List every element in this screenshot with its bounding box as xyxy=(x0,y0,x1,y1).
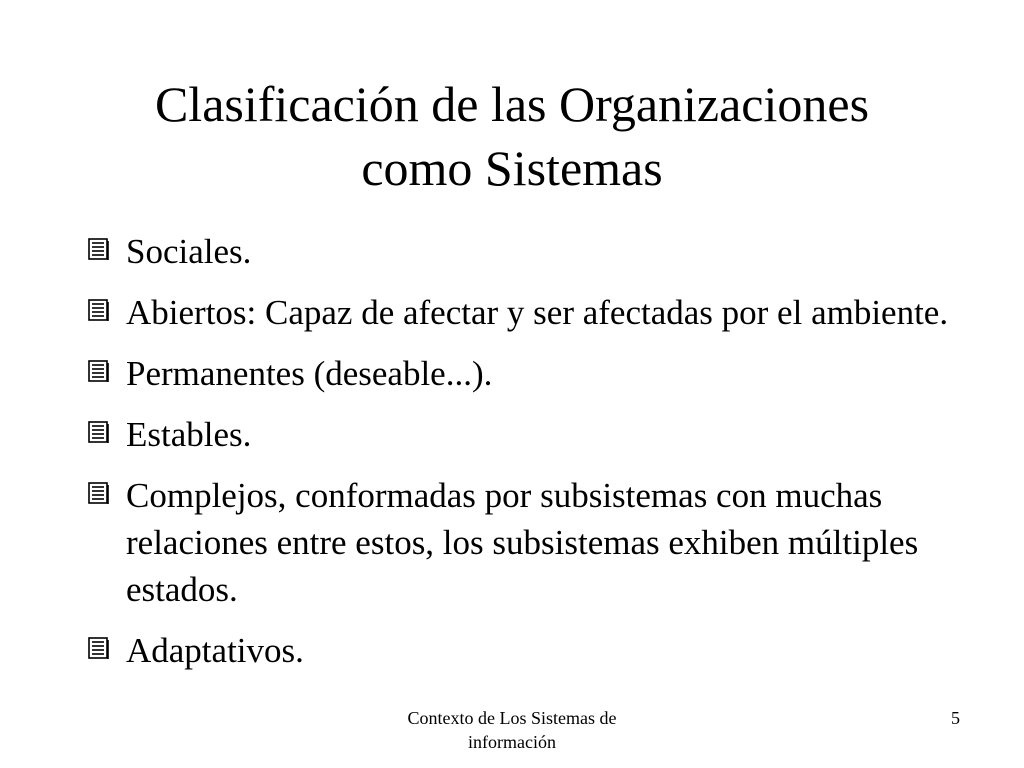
trigram-bullet-icon xyxy=(88,360,110,384)
footer-caption-line-2: información xyxy=(468,732,556,752)
bullet-text: Estables. xyxy=(126,415,252,454)
page-number: 5 xyxy=(951,708,960,728)
bullet-item-sociales xyxy=(86,228,956,275)
bullet-item-permanentes xyxy=(86,350,956,397)
bullet-item-complejos xyxy=(86,472,956,613)
bullet-text: Sociales. xyxy=(126,232,252,271)
trigram-bullet-icon xyxy=(88,482,110,506)
slide-title xyxy=(60,72,964,200)
trigram-bullet-icon xyxy=(88,299,110,323)
bullet-item-adaptativos xyxy=(86,627,956,674)
footer-caption-line-1: Contexto de Los Sistemas de xyxy=(407,708,617,728)
bullet-list xyxy=(86,228,956,688)
trigram-bullet-icon xyxy=(88,637,110,661)
trigram-bullet-icon xyxy=(88,421,110,445)
slide-title-line-1: Clasificación de las Organizaciones xyxy=(154,76,870,132)
footer-caption xyxy=(370,706,654,754)
bullet-text: Adaptativos. xyxy=(126,631,304,670)
bullet-text: Abiertos: Capaz de afectar y ser afectadas por el ambiente. xyxy=(126,293,949,332)
bullet-text: Permanentes (deseable...). xyxy=(126,354,493,393)
bullet-item-estables xyxy=(86,411,956,458)
slide-title-line-2: como Sistemas xyxy=(361,140,663,196)
bullet-text: Complejos, conformadas por subsistemas con muchas relaciones entre estos, los subsistemas exhiben múltiples estados. xyxy=(126,476,919,609)
trigram-bullet-icon xyxy=(88,238,110,262)
bullet-item-abiertos xyxy=(86,289,956,336)
